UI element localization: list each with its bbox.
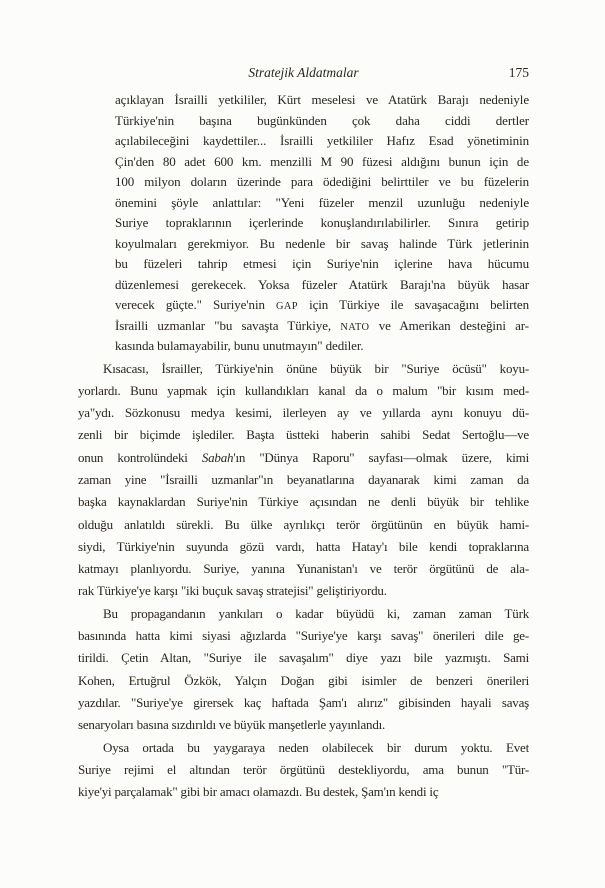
page-number: 175: [508, 65, 529, 80]
quote-line: kasında bulamayabilir, bunu unutmayın" dediler.: [115, 338, 364, 353]
text-line: senaryoları basına sızdırıldı ve büyük manşetlerle yayınlandı.: [78, 717, 386, 733]
quote-line: Suriye topraklarının içerlerinde konuşlandırılabilirler. Sınıra getirip: [115, 215, 529, 230]
text-line: katmayı planlıyordu. Suriye, yanına Yunanistan'ı ve terör örgütünü de ala-: [78, 561, 529, 577]
text-line: zenli bir biçimde işlediler. Başta üstteki haberin sahibi Sedat Sertoğlu—ve: [78, 427, 529, 443]
text-line: Oysa ortada bu yaygaraya neden olabilecek bir durum yoktu. Evet: [103, 739, 529, 755]
quote-line: önemini şöyle anlattılar: "Yeni füzeler menzil uzunluğu nedeniyle: [115, 194, 529, 210]
text-line: rak Türkiye'ye karşı "iki buçuk savaş stratejisi" geliştiriyordu.: [78, 583, 387, 599]
body-text: [78, 358, 529, 804]
quote-line: bu füzeleri tahrip etmesi için Suriye'nin içlerine hava hücumu: [115, 256, 529, 271]
quote-line: Çin'den 80 adet 600 km. menzilli M 90 füzesi aldığını bunun için de: [115, 153, 529, 169]
text-line: ya"ydı. Sözkonusu medya kesimi, ilerleyen ay ve yıllarda aynı konuyu dü-: [78, 405, 529, 421]
text-line: tirildi. Çetin Altan, "Suriye ile savaşalım" diye yazı bile yazmıştı. Sami: [78, 650, 529, 666]
block-quote: [115, 90, 529, 357]
quote-line: koyulmaları gerekmiyor. Bu nedenle bir savaş halinde Türk jetlerinin: [115, 235, 529, 251]
quote-line: düzenlemesi gerekecek. Yoksa füzeler Atatürk Barajı'na büyük hasar: [115, 276, 529, 292]
text-line: Bu propagandanın yankıları o kadar büyüdü ki, zaman zaman Türk: [103, 605, 529, 621]
quote-line: Türkiye'nin başına bugünkünden çok daha ciddi dertler: [115, 112, 529, 128]
text-line: yazdılar. "Suriye'ye girersek kaç haftada Şam'ı alırız" gibisinden hayali savaş: [78, 694, 529, 710]
text-line: yorlardı. Bunu yapmak için kullandıkları kanal da o malum "bir kısım med-: [78, 382, 529, 398]
text-line: onun kontrolündeki Sabah'ın "Dünya Raporu" sayfası—olmak üzere, kimi: [78, 449, 529, 465]
text-line: siydi, Türkiye'nin suyunda gözü vardı, hatta Hatay'ı bile kendi topraklarına: [78, 538, 529, 554]
text-line: kiye'yi parçalamak" gibi bir amacı olamazdı. Bu destek, Şam'ın kendi iç: [78, 784, 439, 800]
quote-line: açıklayan İsrailli yetkililer, Kürt meselesi ve Atatürk Barajı nedeniyle: [115, 92, 529, 107]
text-line: Suriye rejimi el altından terör örgütünü destekliyordu, ama bunun "Tür-: [78, 761, 529, 777]
text-line: olduğu anlatıldı sürekli. Bu ülke ayrılıkçı terör örgütünün en büyük hami-: [78, 516, 529, 532]
running-header: [78, 64, 529, 82]
text-line: zaman yine "İsrailli uzmanlar"ın beyanatlarına dayanarak kimi zaman da: [78, 471, 529, 487]
running-header-title: Stratejik Aldatmalar: [248, 65, 359, 80]
quote-line: İsrailli uzmanlar "bu savaşta Türkiye, NATO ve Amerikan desteğini ar-: [115, 317, 529, 333]
text-line: başka kaynaklardan Suriye'nin Türkiye açısından ne denli büyük bir tehlike: [78, 494, 529, 510]
text-line: Kısacası, İsrailler, Türkiye'nin önüne büyük bir "Suriye öcüsü" koyu-: [103, 360, 529, 376]
quote-line: verecek güçte." Suriye'nin GAP için Türkiye ile savaşacağını belirten: [115, 297, 529, 312]
quote-line: 100 milyon doların üzerinde para ödediğini belirttiler ve bu füzelerin: [115, 174, 529, 189]
text-line: basınında hatta kimi siyasi ağızlarda "Suriye'ye karşı savaş" önerileri dile ge-: [78, 628, 529, 644]
quote-line: açılabileceğini kaydettiler... İsrailli yetkililer Hafız Esad yönetiminin: [115, 133, 529, 148]
text-line: Kohen, Ertuğrul Özkök, Yalçın Doğan gibi isimler de benzeri önerileri: [78, 672, 529, 688]
